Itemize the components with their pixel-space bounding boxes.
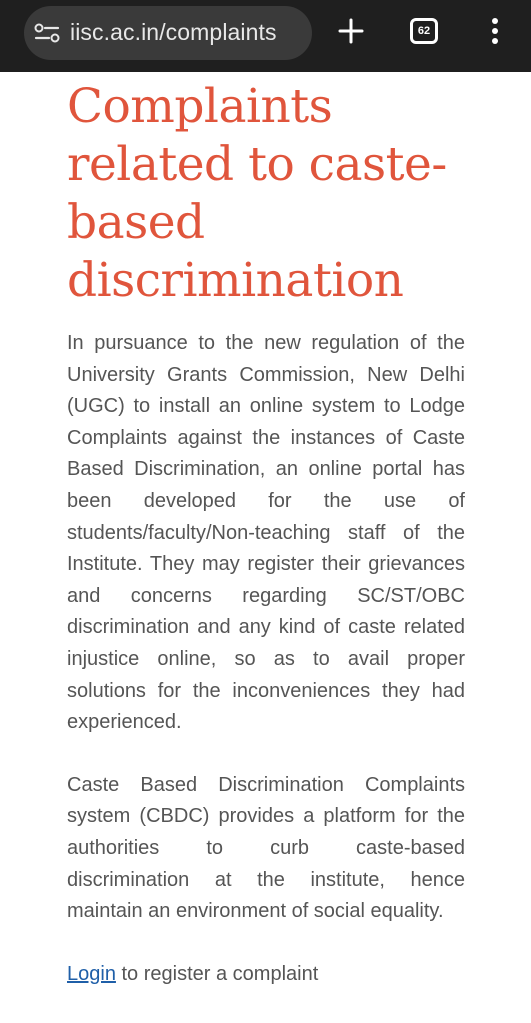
url-text[interactable]: iisc.ac.in/complaints xyxy=(70,19,277,45)
page-title: Complaints related to caste-based discrimination xyxy=(67,79,447,308)
main-content xyxy=(67,78,465,990)
more-vert-icon[interactable] xyxy=(485,16,505,46)
tab-count: 62 xyxy=(417,25,431,37)
cbdc-paragraph: Caste Based Discrimination Complaints system (CBDC) provides a platform for the authorities to curb caste-based discrimination at the institute, hence maintain an environment of social equality. xyxy=(67,773,465,923)
plus-icon[interactable] xyxy=(336,16,366,46)
site-settings-icon[interactable] xyxy=(34,23,60,43)
login-line xyxy=(67,959,465,991)
intro-paragraph: In pursuance to the new regulation of the University Grants Commission, New Delhi (UGC) to install an online system to Lodge Complaints against the instances of Caste Based Discrimination, an online portal has been developed for the use of students/faculty/Non-teaching staff of the Institute. They may register their grievances and concerns regarding SC/ST/OBC discrimination and any kind of caste related injustice online, so as to avail proper solutions for the inconveniences they had experienced. xyxy=(67,332,465,734)
login-link[interactable]: Login xyxy=(67,962,116,985)
address-bar[interactable] xyxy=(24,6,312,60)
login-suffix-text: to register a complaint xyxy=(115,962,319,985)
browser-toolbar xyxy=(0,0,531,72)
tab-switcher-icon[interactable] xyxy=(410,18,438,44)
